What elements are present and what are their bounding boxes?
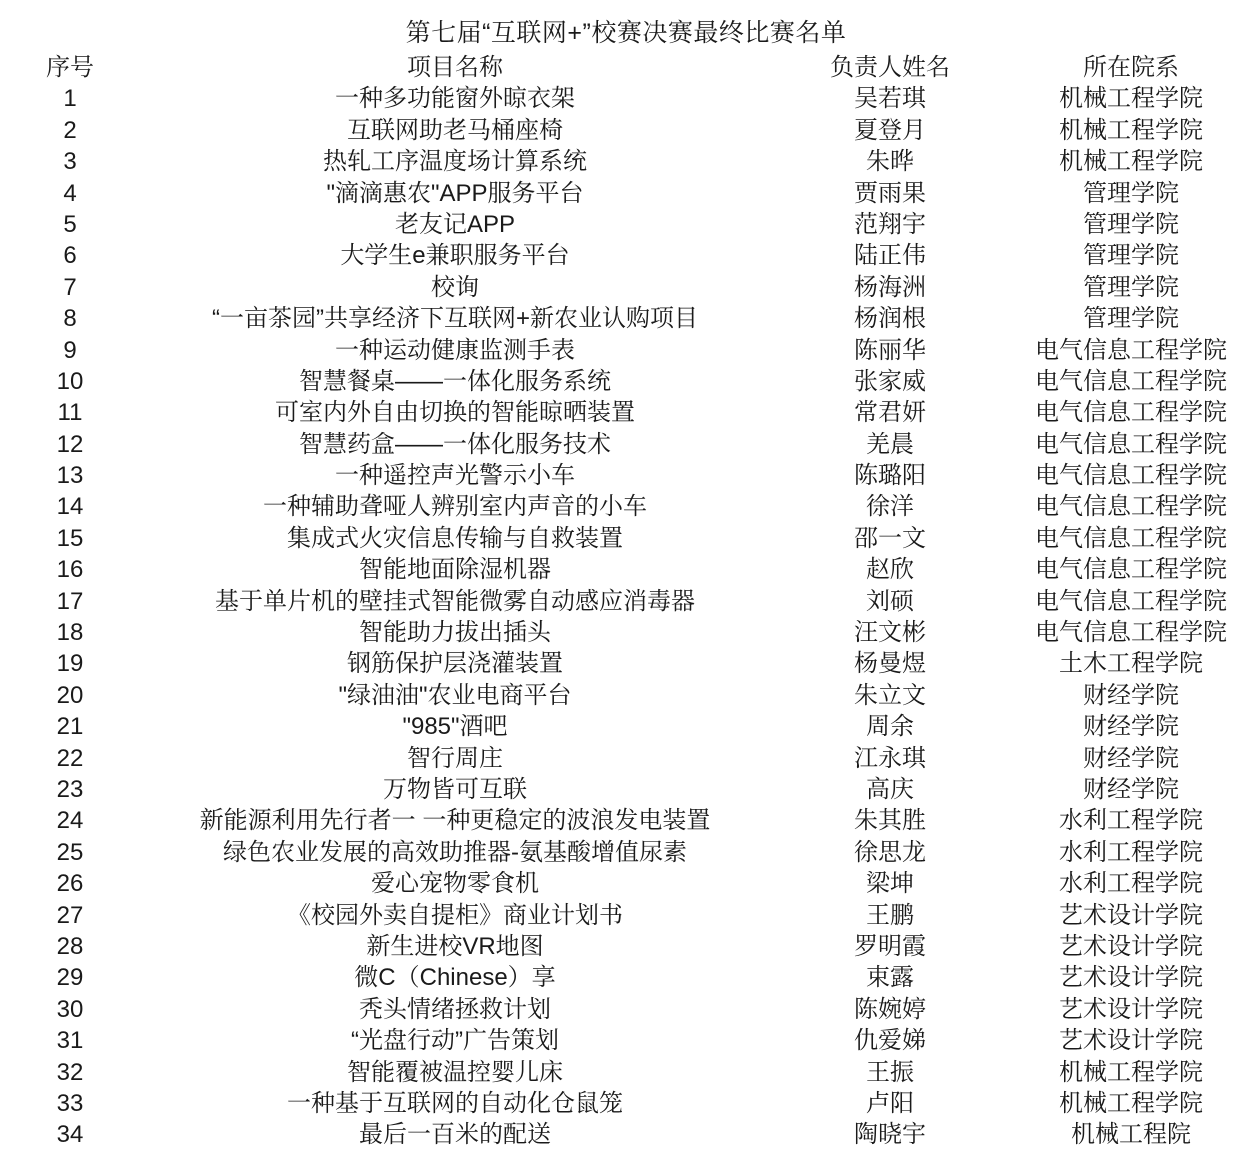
cell-index: 9	[63, 336, 77, 364]
cell-department: 艺术设计学院	[1059, 901, 1203, 929]
cell-leader-name: 杨海洲	[854, 273, 926, 301]
cell-index: 10	[56, 367, 84, 395]
cell-department: 机械工程学院	[1059, 148, 1203, 176]
table-row	[0, 272, 1252, 303]
cell-leader-name: 陆正伟	[854, 242, 926, 270]
cell-leader-name: 张家威	[854, 367, 926, 395]
table-row	[0, 868, 1252, 899]
roster-table	[0, 52, 1252, 1151]
cell-project-name: 智慧药盒——一体化服务技术	[299, 430, 611, 458]
cell-index: 1	[63, 85, 77, 113]
cell-project-name: “光盘行动”广告策划	[351, 1027, 559, 1055]
cell-project-name: 最后一百米的配送	[359, 1121, 551, 1149]
cell-leader-name: 吴若琪	[854, 85, 926, 113]
cell-project-name: 智慧餐桌——一体化服务系统	[299, 367, 611, 395]
cell-leader-name: 王鹏	[866, 901, 914, 929]
cell-department: 电气信息工程学院	[1035, 462, 1227, 490]
cell-department: 管理学院	[1083, 242, 1179, 270]
cell-project-name: 万物皆可互联	[383, 775, 527, 803]
cell-leader-name: 朱立文	[854, 681, 926, 709]
table-row	[0, 366, 1252, 397]
table-row	[0, 209, 1252, 240]
cell-department: 电气信息工程学院	[1035, 430, 1227, 458]
table-row	[0, 460, 1252, 491]
cell-project-name: 互联网助老马桶座椅	[347, 116, 563, 144]
cell-department: 财经学院	[1083, 681, 1179, 709]
table-row	[0, 805, 1252, 836]
cell-department: 水利工程学院	[1059, 838, 1203, 866]
cell-index: 12	[56, 430, 84, 458]
table-row	[0, 178, 1252, 209]
cell-leader-name: 罗明霞	[854, 932, 926, 960]
cell-index: 17	[56, 587, 84, 615]
cell-leader-name: 陈璐阳	[854, 462, 926, 490]
cell-department: 艺术设计学院	[1059, 932, 1203, 960]
table-row	[0, 962, 1252, 993]
cell-index: 14	[56, 493, 84, 521]
cell-index: 18	[56, 619, 84, 647]
cell-project-name: 微C（Chinese）享	[354, 964, 556, 992]
cell-index: 13	[56, 462, 84, 490]
table-row	[0, 680, 1252, 711]
cell-leader-name: 常君妍	[854, 399, 926, 427]
table-row	[0, 303, 1252, 334]
cell-project-name: 智能地面除湿机器	[359, 556, 551, 584]
table-row	[0, 83, 1252, 114]
table-row	[0, 900, 1252, 931]
cell-leader-name: 朱其胜	[854, 807, 926, 835]
cell-department: 财经学院	[1083, 713, 1179, 741]
cell-leader-name: 梁坤	[866, 870, 914, 898]
table-row	[0, 491, 1252, 522]
cell-index: 5	[63, 210, 77, 238]
table-row	[0, 523, 1252, 554]
header-department: 所在院系	[1083, 54, 1179, 81]
cell-index: 3	[63, 148, 77, 176]
cell-leader-name: 徐思龙	[854, 838, 926, 866]
table-row	[0, 994, 1252, 1025]
table-row	[0, 397, 1252, 428]
header-leader: 负责人姓名	[830, 54, 950, 81]
cell-leader-name: 刘硕	[866, 587, 914, 615]
table-row	[0, 1025, 1252, 1056]
cell-project-name: 新生进校VR地图	[366, 932, 544, 960]
cell-leader-name: 陈丽华	[854, 336, 926, 364]
table-row	[0, 743, 1252, 774]
cell-project-name: 集成式火灾信息传输与自救装置	[287, 524, 623, 552]
table-row	[0, 617, 1252, 648]
cell-project-name: 一种遥控声光警示小车	[335, 462, 575, 490]
cell-department: 机械工程学院	[1059, 1089, 1203, 1117]
cell-index: 15	[56, 524, 84, 552]
cell-index: 25	[56, 838, 84, 866]
table-row	[0, 586, 1252, 617]
cell-project-name: 基于单片机的壁挂式智能微雾自动感应消毒器	[215, 587, 695, 615]
cell-department: 艺术设计学院	[1059, 1027, 1203, 1055]
table-row	[0, 648, 1252, 679]
cell-department: 艺术设计学院	[1059, 964, 1203, 992]
cell-index: 19	[56, 650, 84, 678]
cell-department: 机械工程学院	[1059, 1058, 1203, 1086]
cell-department: 水利工程学院	[1059, 870, 1203, 898]
cell-project-name: 钢筋保护层浇灌装置	[347, 650, 563, 678]
table-row	[0, 429, 1252, 460]
cell-leader-name: 杨曼煜	[854, 650, 926, 678]
table-row	[0, 837, 1252, 868]
table-row	[0, 711, 1252, 742]
cell-index: 27	[56, 901, 84, 929]
cell-index: 8	[63, 305, 77, 333]
cell-project-name: 新能源利用先行者一 一种更稳定的波浪发电装置	[199, 807, 711, 835]
cell-department: 电气信息工程学院	[1035, 556, 1227, 584]
cell-department: 电气信息工程学院	[1035, 524, 1227, 552]
cell-leader-name: 朱晔	[866, 148, 914, 176]
cell-project-name: 一种运动健康监测手表	[335, 336, 575, 364]
cell-leader-name: 汪文彬	[854, 619, 926, 647]
cell-leader-name: 束露	[866, 964, 914, 992]
cell-leader-name: 范翔宇	[854, 210, 926, 238]
cell-project-name: 校询	[431, 273, 479, 301]
cell-index: 2	[63, 116, 77, 144]
table-row	[0, 931, 1252, 962]
cell-index: 16	[56, 556, 84, 584]
cell-index: 11	[57, 399, 83, 427]
cell-project-name: 智能覆被温控婴儿床	[347, 1058, 563, 1086]
table-row	[0, 774, 1252, 805]
cell-leader-name: 卢阳	[866, 1089, 914, 1117]
cell-leader-name: 仇爱娣	[854, 1027, 926, 1055]
cell-department: 财经学院	[1083, 744, 1179, 772]
cell-project-name: "滴滴惠农"APP服务平台	[326, 179, 584, 207]
table-row	[0, 115, 1252, 146]
table-row	[0, 554, 1252, 585]
table-row	[0, 1119, 1252, 1150]
table-row	[0, 240, 1252, 271]
cell-department: 管理学院	[1083, 210, 1179, 238]
cell-leader-name: 陶晓宇	[854, 1121, 926, 1149]
cell-leader-name: 江永琪	[854, 744, 926, 772]
cell-department: 机械工程学院	[1059, 85, 1203, 113]
cell-index: 22	[56, 744, 84, 772]
cell-index: 21	[56, 713, 84, 741]
cell-leader-name: 杨润根	[854, 305, 926, 333]
cell-index: 31	[56, 1027, 84, 1055]
cell-project-name: 绿色农业发展的高效助推器-氨基酸增值尿素	[223, 838, 687, 866]
cell-index: 30	[56, 995, 84, 1023]
cell-project-name: 老友记APP	[394, 210, 516, 238]
cell-project-name: "绿油油"农业电商平台	[338, 681, 572, 709]
cell-department: 电气信息工程学院	[1035, 493, 1227, 521]
cell-project-name: 大学生e兼职服务平台	[340, 242, 570, 270]
cell-leader-name: 徐洋	[866, 493, 914, 521]
cell-index: 28	[56, 932, 84, 960]
cell-leader-name: 周余	[866, 713, 914, 741]
cell-department: 土木工程学院	[1059, 650, 1203, 678]
cell-department: 电气信息工程学院	[1035, 367, 1227, 395]
cell-index: 33	[56, 1089, 84, 1117]
cell-leader-name: 羌晨	[866, 430, 914, 458]
cell-project-name: 一种基于互联网的自动化仓鼠笼	[287, 1089, 623, 1117]
cell-department: 电气信息工程学院	[1035, 587, 1227, 615]
cell-project-name: 热轧工序温度场计算系统	[323, 148, 587, 176]
cell-project-name: 智行周庄	[407, 744, 503, 772]
cell-project-name: 智能助力拔出插头	[359, 619, 551, 647]
cell-leader-name: 邵一文	[854, 524, 926, 552]
header-project: 项目名称	[407, 54, 503, 81]
cell-project-name: 可室内外自由切换的智能晾晒装置	[275, 399, 635, 427]
cell-department: 艺术设计学院	[1059, 995, 1203, 1023]
cell-index: 4	[63, 179, 77, 207]
cell-index: 32	[56, 1058, 84, 1086]
table-header-row	[0, 52, 1252, 83]
cell-leader-name: 夏登月	[854, 116, 926, 144]
cell-department: 机械工程学院	[1059, 116, 1203, 144]
table-row	[0, 1088, 1252, 1119]
cell-project-name: "985"酒吧	[402, 713, 508, 741]
table-row	[0, 146, 1252, 177]
cell-project-name: 一种多功能窗外晾衣架	[335, 85, 575, 113]
cell-department: 管理学院	[1083, 273, 1179, 301]
cell-department: 电气信息工程学院	[1035, 336, 1227, 364]
document-title: 第七届“互联网+”校赛决赛最终比赛名单	[405, 19, 847, 47]
cell-leader-name: 陈婉婷	[854, 995, 926, 1023]
cell-index: 24	[56, 807, 84, 835]
cell-index: 29	[56, 964, 84, 992]
cell-project-name: 爱心宠物零食机	[371, 870, 539, 898]
cell-department: 水利工程学院	[1059, 807, 1203, 835]
cell-index: 23	[56, 775, 84, 803]
cell-department: 电气信息工程学院	[1035, 399, 1227, 427]
cell-department: 管理学院	[1083, 179, 1179, 207]
cell-project-name: 一种辅助聋哑人辨别室内声音的小车	[263, 493, 647, 521]
cell-department: 财经学院	[1083, 775, 1179, 803]
cell-department: 管理学院	[1083, 305, 1179, 333]
cell-project-name: “一亩茶园”共享经济下互联网+新农业认购项目	[212, 305, 698, 333]
cell-index: 7	[63, 273, 77, 301]
cell-index: 20	[56, 681, 84, 709]
cell-department: 电气信息工程学院	[1035, 619, 1227, 647]
cell-index: 34	[56, 1121, 84, 1149]
cell-leader-name: 赵欣	[866, 556, 914, 584]
cell-leader-name: 高庆	[866, 775, 914, 803]
header-index: 序号	[46, 54, 94, 81]
cell-project-name: 《校园外卖自提柜》商业计划书	[287, 901, 623, 929]
table-row	[0, 1057, 1252, 1088]
table-row	[0, 335, 1252, 366]
cell-project-name: 秃头情绪拯救计划	[359, 995, 551, 1023]
table-body	[0, 83, 1252, 1150]
cell-index: 6	[63, 242, 77, 270]
cell-leader-name: 王振	[866, 1058, 914, 1086]
cell-leader-name: 贾雨果	[854, 179, 926, 207]
cell-department: 机械工程院	[1071, 1121, 1191, 1149]
cell-index: 26	[56, 870, 84, 898]
